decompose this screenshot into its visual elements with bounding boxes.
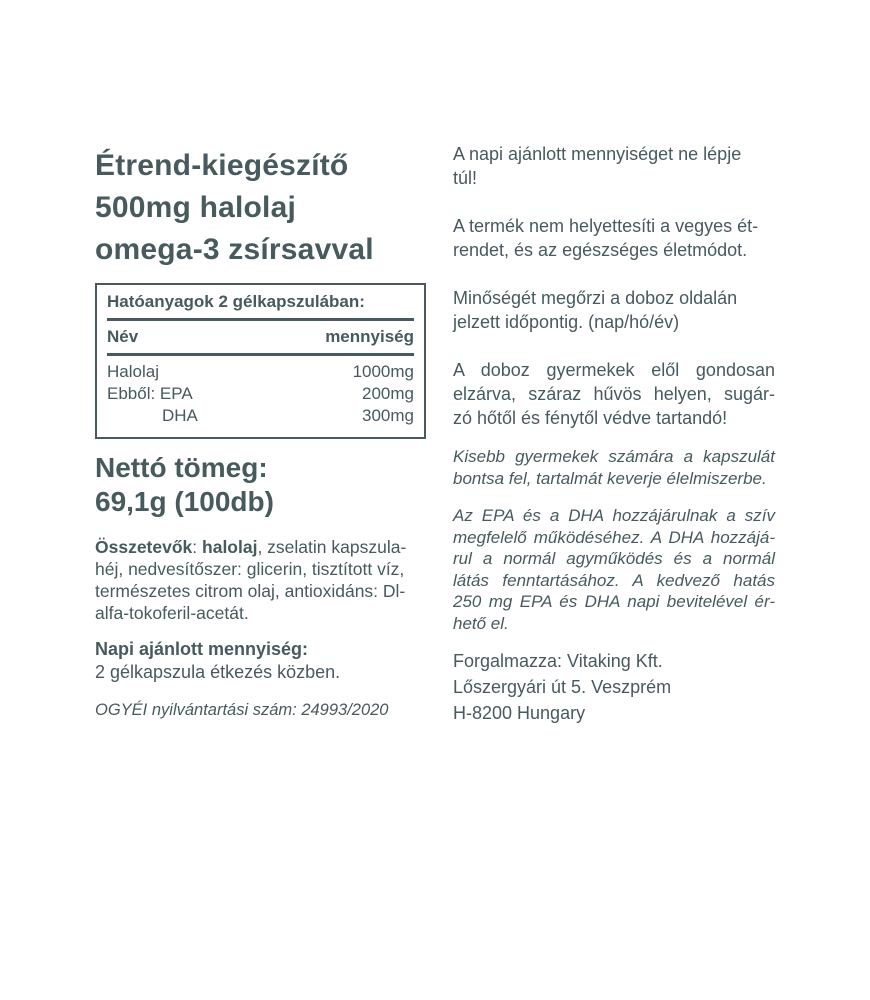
active-ingredients-table — [95, 283, 426, 439]
distributor-address — [453, 648, 775, 726]
table-divider — [107, 353, 414, 356]
distributor-line: Forgalmazza: Vitaking Kft. — [453, 651, 663, 671]
table-column-headers — [107, 326, 414, 348]
product-title-line: 500mg halolaj — [95, 191, 297, 224]
net-weight-label: Nettó tömeg: — [95, 452, 268, 483]
ingredients-rest: , zselatin kapszula- — [257, 537, 407, 557]
product-title — [95, 145, 426, 271]
children-note-line: Kisebb gyermekek számára a kapszulát — [453, 447, 775, 466]
note-line: rendet, és az egészséges életmódot. — [453, 240, 748, 260]
note-line: Minőségét megőrzi a doboz oldalán — [453, 288, 738, 308]
net-weight — [95, 451, 426, 519]
column-header-amount: mennyiség — [325, 327, 414, 346]
storage-line: elzárva, száraz hűvös helyen, sugár- — [453, 384, 775, 404]
best-before-note — [453, 286, 775, 334]
ingredients-line: természetes citrom olaj, antioxidáns: Dl- — [95, 581, 406, 601]
ingredients-line — [95, 536, 426, 558]
storage-line: zó hőtől és fénytől védve tartandó! — [453, 408, 728, 428]
registration-number: OGYÉI nyilvántartási szám: 24993/2020 — [95, 701, 389, 719]
warning-max-dose — [453, 142, 775, 190]
table-row — [107, 361, 414, 383]
children-capsule-note — [453, 446, 775, 489]
daily-dose-heading: Napi ajánlott mennyiség: — [95, 639, 309, 659]
warning-line: túl! — [453, 168, 478, 188]
storage-line: A doboz gyermekek elől gondosan — [453, 360, 775, 380]
column-header-name: Név — [107, 327, 139, 346]
health-claim-line: rul a normál agyműködés és a normál — [453, 549, 775, 568]
health-claim — [453, 505, 775, 634]
health-claim-line: hető el. — [453, 613, 509, 633]
ingredients-line: héj, nedvesítőszer: glicerin, tisztított víz, — [95, 559, 405, 579]
health-claim-line: látás fenntartásához. A kedvező hatás — [453, 570, 775, 590]
net-weight-value: 69,1g (100db) — [95, 486, 274, 517]
ingredients-label: Összetevők — [95, 537, 193, 557]
product-title-line: Étrend-kiegészítő — [95, 149, 349, 182]
ingredients-first: halolaj — [202, 537, 258, 557]
product-title-line: omega-3 zsírsavval — [95, 233, 374, 266]
left-column — [95, 145, 426, 720]
ingredient-name: Ebből: EPA — [107, 384, 193, 403]
right-column — [453, 142, 775, 726]
health-claim-line: 250 mg EPA és DHA napi bevitelével ér- — [453, 592, 775, 611]
ingredient-amount: 300mg — [362, 406, 414, 425]
storage-warning — [453, 358, 775, 430]
distributor-line: H-8200 Hungary — [453, 703, 586, 723]
children-note-line: bontsa fel, tartalmát keverje élelmiszerbe. — [453, 468, 767, 488]
table-row — [107, 405, 414, 427]
ingredient-name: Halolaj — [107, 362, 159, 381]
ingredient-amount: 1000mg — [352, 362, 414, 381]
distributor-line: Lőszergyári út 5. Veszprém — [453, 677, 672, 697]
ingredient-name: DHA — [162, 406, 198, 425]
health-claim-line: Az EPA és a DHA hozzájárulnak a szív — [453, 506, 775, 525]
ingredients-paragraph — [95, 536, 426, 624]
daily-dose — [95, 638, 426, 684]
ingredients-line: alfa-tokoferil-acetát. — [95, 603, 249, 623]
warning-line: A napi ajánlott mennyiséget ne lépje — [453, 144, 742, 164]
note-line: jelzett időpontig. (nap/hó/év) — [453, 312, 680, 332]
table-row — [107, 383, 414, 405]
varied-diet-note — [453, 214, 775, 262]
table-title: Hatóanyagok 2 gélkapszulában: — [107, 292, 365, 311]
note-line: A termék nem helyettesíti a vegyes ét- — [453, 216, 759, 236]
ingredient-amount: 200mg — [362, 384, 414, 403]
health-claim-line: megfelelő működéséhez. A DHA hozzájá- — [453, 527, 775, 547]
ingredients-separator: : — [192, 537, 203, 557]
table-divider — [107, 318, 414, 321]
daily-dose-text: 2 gélkapszula étkezés közben. — [95, 662, 341, 682]
